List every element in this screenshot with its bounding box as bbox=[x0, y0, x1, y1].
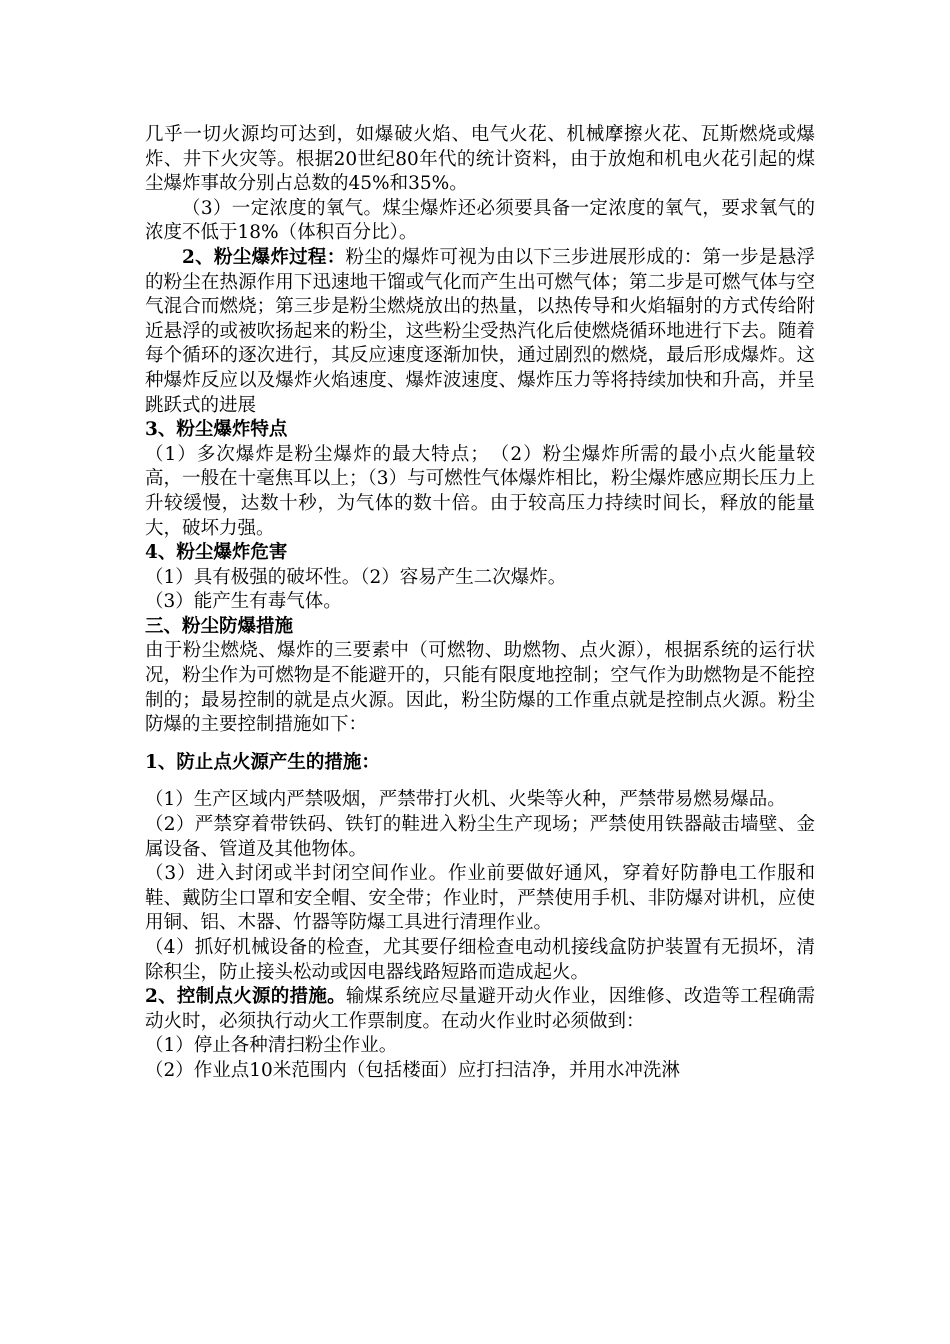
ignition-control-item-1: （1）停止各种清扫粉尘作业。 bbox=[145, 1035, 398, 1057]
ignition-prevention-item-4: （4）抓好机械设备的检查，尤其要仔细检查电动机接线盒防护装置有无损坏，清除积尘，防止接头松动或因电器线路短路而造成起火。 bbox=[145, 937, 815, 983]
explosion-process-paragraph bbox=[145, 246, 815, 418]
explosion-characteristics-heading: 3、粉尘爆炸特点 bbox=[145, 419, 288, 441]
ignition-prevention-item-3: （3）进入封闭或半封闭空间作业。作业前要做好通风，穿着好防静电工作服和鞋、戴防尘口罩和安全帽、安全带；作业时，严禁使用手机、非防爆对讲机，应使用铜、铝、木器、竹器等防爆工具进行清理作业。 bbox=[145, 863, 815, 934]
explosion-characteristics-paragraph: （1）多次爆炸是粉尘爆炸的最大特点； （2）粉尘爆炸所需的最小点火能量较高，一般在十毫焦耳以上；（3）与可燃性气体爆炸相比，粉尘爆炸感应期长压力上升较缓慢，达数十秒，为气体的数十倍。由于较高压力持续时间长，释放的能量大，破坏力强。 bbox=[145, 443, 815, 539]
explosion-hazards-item-1-2: （1）具有极强的破坏性。（2）容易产生二次爆炸。 bbox=[145, 566, 567, 588]
ignition-prevention-item-1: （1）生产区域内严禁吸烟，严禁带打火机、火柴等火种，严禁带易燃易爆品。 bbox=[145, 789, 786, 811]
ignition-control-paragraph bbox=[145, 985, 815, 1034]
explosion-process-body: 粉尘的爆炸可视为由以下三步进展形成的：第一步是悬浮的粉尘在热源作用下迅速地干馏或气化而产生出可燃气体；第二步是可燃气体与空气混合而燃烧；第三步是粉尘燃烧放出的热量，以热传导和火焰辐射的方式传给附近悬浮的或被吹扬起来的粉尘，这些粉尘受热汽化后使燃烧循环地进行下去。随着每个循环的逐次进行，其反应速度逐渐加快，通过剧烈的燃烧，最后形成爆炸。这种爆炸反应以及爆炸火焰速度、爆炸波速度、爆炸压力等将持续加快和升高，并呈跳跃式的进展 bbox=[145, 246, 815, 416]
ignition-control-item-2: （2）作业点10米范围内（包括楼面）应打扫洁净，并用水冲洗淋 bbox=[145, 1059, 680, 1081]
prevention-measures-heading: 三、粉尘防爆措施 bbox=[145, 615, 294, 637]
ignition-prevention-item-2: （2）严禁穿着带铁码、铁钉的鞋进入粉尘生产现场；严禁使用铁器敲击墙壁、金属设备、管道及其他物体。 bbox=[145, 814, 815, 860]
explosion-process-heading: 2、粉尘爆炸过程： bbox=[182, 246, 346, 268]
ignition-prevention-heading: 1、防止点火源产生的措施： bbox=[145, 751, 380, 773]
document-page bbox=[145, 123, 815, 1084]
prevention-intro-paragraph: 由于粉尘燃烧、爆炸的三要素中（可燃物、助燃物、点火源），根据系统的运行状况，粉尘作为可燃物是不能避开的，只能有限度地控制；空气作为助燃物是不能控制的；最易控制的就是点火源。因此，粉尘防爆的工作重点就是控制点火源。粉尘防爆的主要控制措施如下： bbox=[145, 640, 815, 736]
explosion-hazards-heading: 4、粉尘爆炸危害 bbox=[145, 542, 288, 564]
oxygen-concentration-paragraph: （3）一定浓度的氧气。煤尘爆炸还必须要具备一定浓度的氧气，要求氧气的浓度不低于18%（体积百分比）。 bbox=[145, 197, 815, 244]
ignition-control-heading: 2、控制点火源的措施。 bbox=[145, 986, 346, 1008]
explosion-hazards-item-3: （3）能产生有毒气体。 bbox=[145, 591, 342, 613]
ignition-sources-paragraph: 几乎一切火源均可达到，如爆破火焰、电气火花、机械摩擦火花、瓦斯燃烧或爆炸、井下火灾等。根据20世纪80年代的统计资料，由于放炮和机电火花引起的煤尘爆炸事故分别占总数的45%和35%。 bbox=[145, 124, 815, 195]
ignition-control-body: 输煤系统应尽量避开动火作业，因维修、改造等工程确需动火时，必须执行动火工作票制度。在动火作业时必须做到： bbox=[145, 986, 815, 1032]
